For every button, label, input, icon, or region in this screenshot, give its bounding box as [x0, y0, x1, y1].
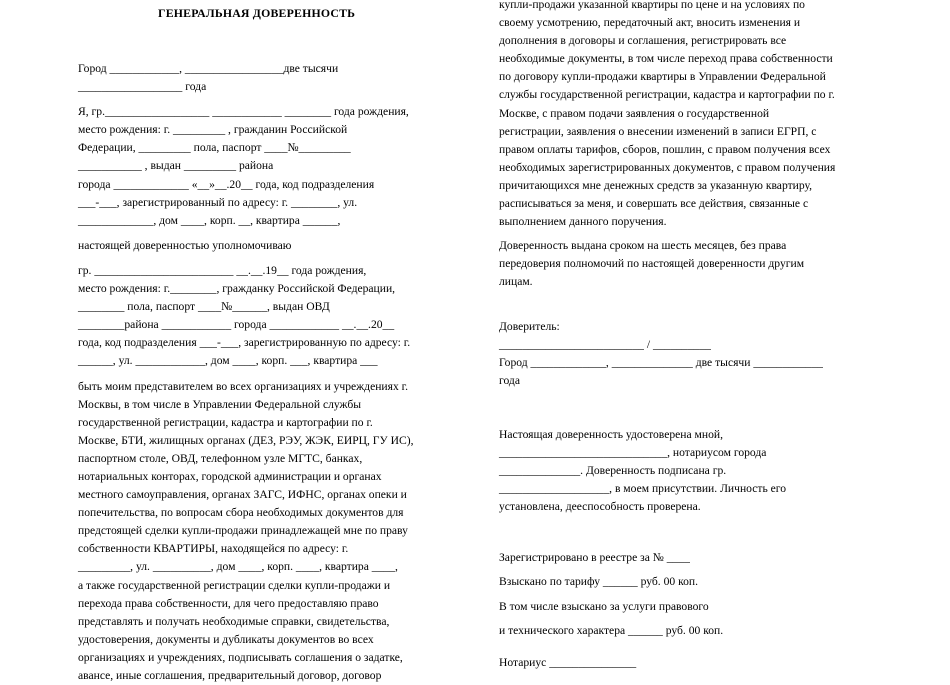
- powers-line-3: государственной регистрации, кадастра и картографии по г.: [78, 415, 373, 429]
- agent-line-1: гр. ________________________ __.__.19__ года рождения,: [78, 263, 367, 277]
- principal-label: Доверитель:: [499, 319, 560, 333]
- powers-line-8: попечительства, по вопросам сбора необходимых документов для: [78, 506, 404, 520]
- document-title: ГЕНЕРАЛЬНАЯ ДОВЕРЕННОСТЬ: [158, 6, 356, 20]
- certification-line-2: _____________________________, нотариусом города: [499, 445, 767, 459]
- authorize-line: настоящей доверенностью уполномочиваю: [78, 238, 292, 252]
- powers-line-17: авансе, иные соглашения, предварительный договор, договор: [78, 669, 382, 682]
- registry-line: Зарегистрировано в реестре за № ____: [499, 551, 690, 565]
- powers-line-15: удостоверения, документы и дубликаты документов во всех: [78, 632, 374, 646]
- signature-line: _________________________ / __________: [499, 337, 711, 351]
- continuation-line-13: выполнением данного поручения.: [499, 215, 667, 229]
- agent-line-5: года, код подразделения ___-___, зарегистрированную по адресу: г.: [78, 336, 411, 350]
- certification-line-3: ______________. Доверенность подписана гр.: [499, 464, 727, 478]
- principal-line-2: место рождения: г. _________ , гражданин Российской: [78, 123, 348, 137]
- powers-line-2: Москвы, в том числе в Управлении Федеральной службы: [78, 397, 362, 411]
- continuation-line-11: причитающихся мне денежных средств за указанную квартиру,: [499, 178, 813, 192]
- principal-line-7: _____________, дом ____, корп. __, квартира ______,: [78, 213, 341, 227]
- year-line: __________________ года: [78, 80, 207, 94]
- left-column: [78, 60, 440, 685]
- agent-line-3: ________ пола, паспорт ____№______, выдан ОВД: [78, 300, 330, 314]
- validity-line-2: передоверия полномочий по настоящей доверенности другим: [499, 257, 805, 271]
- agent-line-6: ______, ул. ____________, дом ____, корп. ___, квартира ___: [78, 354, 378, 368]
- tariff-line: Взыскано по тарифу ______ руб. 00 коп.: [499, 575, 699, 589]
- right-column: [499, 0, 874, 672]
- certification-line-1: Настоящая доверенность удостоверена мной,: [499, 427, 723, 441]
- signing-city-line: Город _____________, ______________ две тысячи ____________: [499, 355, 823, 369]
- powers-line-13: перехода права собственности, для чего предоставляю право: [78, 596, 379, 610]
- continuation-line-12: расписываться за меня, и совершать все действия, связанные с: [499, 197, 809, 211]
- agent-line-2: место рождения: г.________, гражданку Российской Федерации,: [78, 282, 396, 296]
- powers-line-12: а также государственной регистрации сделки купли-продажи и: [78, 578, 391, 592]
- continuation-line-1: купли-продажи указанной квартиры по цене и на условиях по: [499, 0, 805, 11]
- powers-line-14: представлять и получать необходимые справки, свидетельства,: [78, 614, 390, 628]
- continuation-line-9: правом оплаты тарифов, сборов, пошлин, с правом получения всех: [499, 142, 831, 156]
- notary-signature-line: Нотариус _______________: [499, 655, 637, 669]
- powers-line-9: предстоящей сделки купли-продажи принадлежащей мне по праву: [78, 524, 408, 538]
- services-line-2: и технического характера ______ руб. 00 коп.: [499, 623, 724, 637]
- continuation-line-5: по договору купли-продажи квартиры в Управлении Федеральной: [499, 70, 826, 84]
- powers-line-1: быть моим представителем во всех организациях и учреждениях г.: [78, 379, 409, 393]
- principal-line-1: Я, гр.__________________ ____________ ________ года рождения,: [78, 105, 409, 119]
- continuation-line-7: Москве, с правом подачи заявления о государственной: [499, 106, 770, 120]
- continuation-line-6: службы государственной регистрации, кадастра и картографии по г.: [499, 88, 835, 102]
- powers-line-10: собственности КВАРТИРЫ, находящейся по адресу: г.: [78, 542, 349, 556]
- continuation-line-3: дополнения в договоры и соглашения, регистрировать все: [499, 34, 787, 48]
- city-date-line: Город ____________, _________________две тысячи: [78, 62, 339, 75]
- powers-line-6: нотариальных конторах, городской администрации и органах: [78, 469, 382, 483]
- powers-line-11: _________, ул. __________, дом ____, корп. ____, квартира ____,: [78, 560, 398, 574]
- principal-line-5: города _____________ «__»__.20__ года, код подразделения: [78, 177, 375, 191]
- certification-line-4: ___________________, в моем присутствии. Личность его: [499, 482, 787, 496]
- principal-line-4: ___________ , выдан _________ района: [78, 159, 274, 173]
- validity-line-3: лицам.: [499, 275, 533, 289]
- powers-line-16: организациях и учреждениях, подписывать соглашения о задатке,: [78, 650, 403, 664]
- continuation-line-8: регистрации, заявления о внесении изменений в записи ЕГРП, с: [499, 124, 817, 138]
- principal-line-6: ___-___, зарегистрированный по адресу: г. ________, ул.: [78, 195, 358, 209]
- continuation-line-2: своему усмотрению, передаточный акт, вносить изменения и: [499, 16, 801, 30]
- signing-year-word: года: [499, 373, 520, 387]
- continuation-line-10: необходимых зарегистрированных документов, с правом получения: [499, 160, 836, 174]
- powers-line-7: местного самоуправления, органах ЗАГС, ИФНС, органах опеки и: [78, 488, 407, 502]
- principal-line-3: Федерации, _________ пола, паспорт ____№_________: [78, 141, 351, 155]
- validity-line-1: Доверенность выдана сроком на шесть месяцев, без права: [499, 239, 787, 253]
- agent-line-4: ________района ____________ города ____________ __.__.20__: [78, 318, 395, 332]
- continuation-line-4: необходимые документы, в том числе переход права собственности: [499, 52, 833, 66]
- services-line-1: В том числе взыскано за услуги правового: [499, 599, 709, 613]
- certification-line-5: установлена, дееспособность проверена.: [499, 500, 701, 514]
- powers-line-5: паспортном столе, ОВД, телефонном узле МГТС, банках,: [78, 451, 363, 465]
- powers-line-4: Москве, БТИ, жилищных органах (ДЕЗ, РЭУ, ЖЭК, ЕИРЦ, ГУ ИС),: [78, 433, 414, 447]
